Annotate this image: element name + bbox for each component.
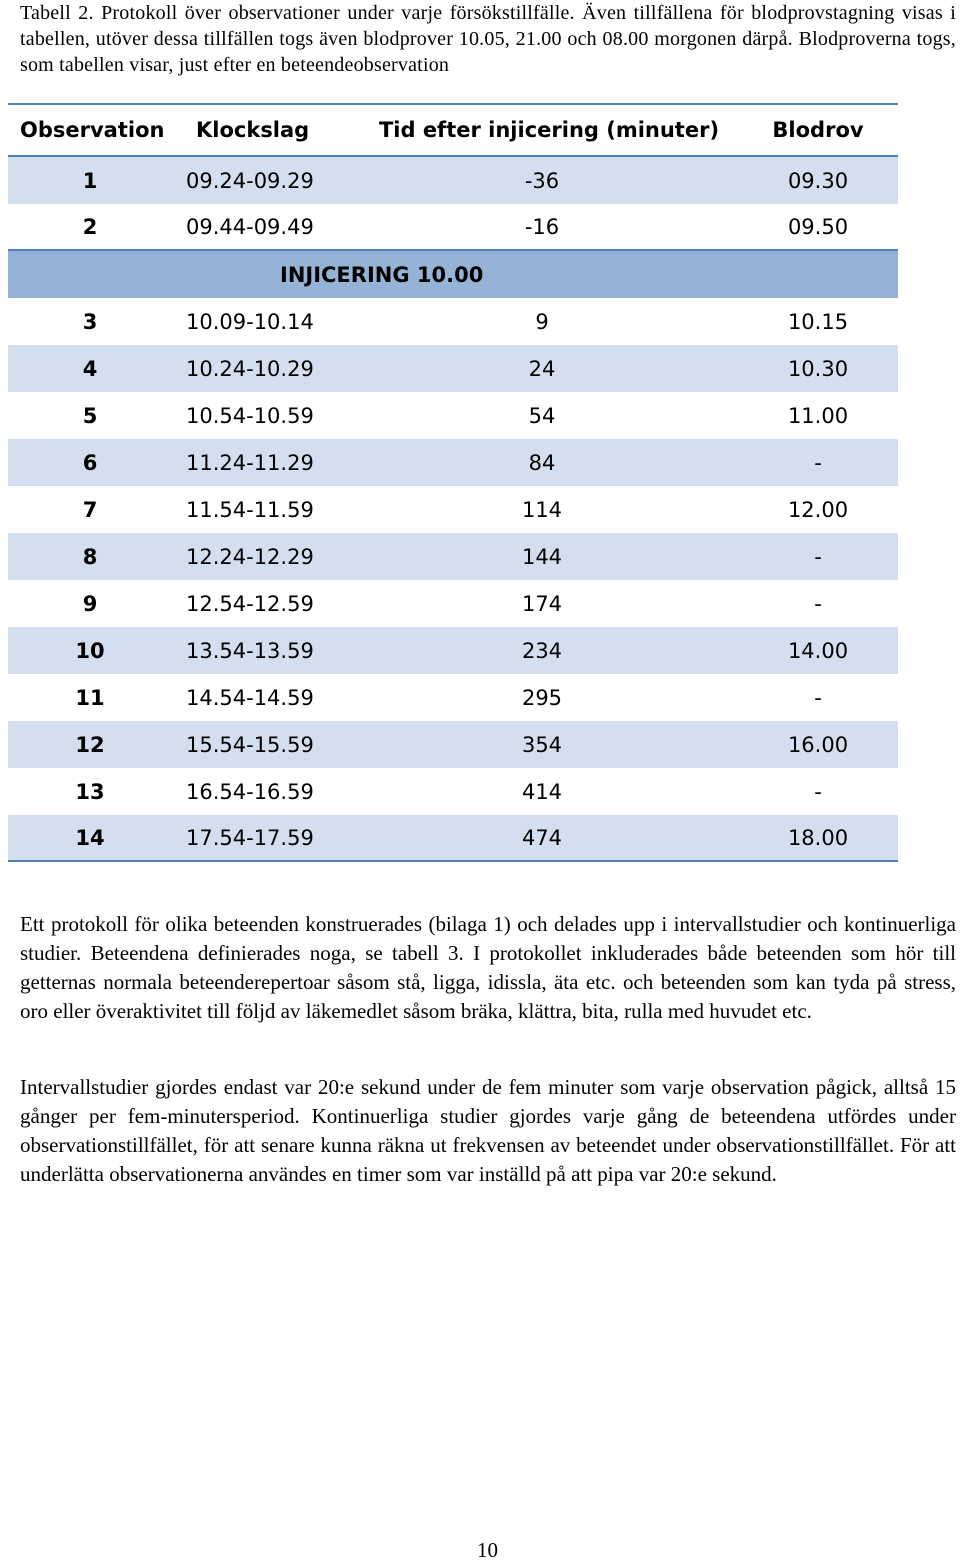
cell-tid: 114 [521,497,563,522]
cell-tid: 84 [528,450,556,475]
cell-klockslag: 16.54-16.59 [186,779,314,804]
page-number: 10 [477,1538,498,1562]
observation-table [8,103,898,862]
cell-tid: 295 [521,685,563,710]
cell-klockslag: 10.54-10.59 [186,403,314,428]
cell-tid: -36 [524,168,560,193]
injection-row [8,251,898,298]
cell-observation: 7 [82,497,98,522]
cell-tid: 9 [535,309,549,334]
cell-tid: 474 [521,825,563,850]
cell-blodrov: 11.00 [787,403,849,428]
cell-tid: 174 [521,591,563,616]
cell-klockslag: 14.54-14.59 [186,685,314,710]
cell-blodrov: 18.00 [787,825,849,850]
cell-observation: 6 [82,450,98,475]
cell-blodrov: - [814,779,822,804]
cell-klockslag: 12.24-12.29 [186,544,314,569]
cell-blodrov: - [814,544,822,569]
cell-blodrov: - [814,591,822,616]
cell-observation: 5 [82,403,98,428]
cell-blodrov: 10.30 [787,356,849,381]
table-row [8,533,898,580]
cell-klockslag: 11.24-11.29 [186,450,314,475]
paragraph-protocol: Ett protokoll för olika beteenden konstruerades (bilaga 1) och delades upp i intervallstudier och kontinuerliga studier. Beteendena definierades noga, se tabell 3. I protokollet inkluderades både beteenden som hör till getternas normala beteenderepertoar såsom stå, ligga, idissla, äta etc. och beteenden som kan tyda på stress, oro eller överaktivitet till följd av läkemedlet såsom bräka, klättra, bita, rulla med huvudet etc. [20,912,956,1023]
cell-klockslag: 17.54-17.59 [186,825,314,850]
table-caption: Tabell 2. Protokoll över observationer under varje försökstillfälle. Även tillfällena för blodprovstagning visas i tabellen, utöver dessa tillfällen togs även blodprover 10.05, 21.00 och 08.00 morgonen därpå. Blodproverna togs, som tabellen visar, just efter en beteendeobservation [20,2,956,76]
table-row [8,721,898,768]
cell-blodrov: - [814,685,822,710]
cell-observation: 2 [82,214,98,239]
paragraph-interval-studies: Intervallstudier gjordes endast var 20:e sekund under de fem minuter som varje observation pågick, alltså 15 gånger per fem-minutersperiod. Kontinuerliga studier gjordes varje gång de beteendena utfördes under observationstillfället, för att senare kunna räkna ut frekvensen av beteendet under observationstillfället. För att underlätta observationerna användes en timer som var inställd på att pipa var 20:e sekund. [20,1075,956,1186]
table-row [8,392,898,439]
cell-observation: 4 [82,356,98,381]
cell-klockslag: 12.54-12.59 [186,591,314,616]
cell-klockslag: 11.54-11.59 [186,497,314,522]
injection-label: INJICERING 10.00 [280,262,484,287]
cell-tid: -16 [524,214,560,239]
table-row [8,204,898,251]
cell-tid: 414 [521,779,563,804]
cell-tid: 234 [521,638,563,663]
header-tid: Tid efter injicering (minuter) [378,118,720,142]
cell-observation: 12 [75,732,105,757]
table-row [8,674,898,721]
cell-observation: 14 [75,825,105,850]
cell-tid: 54 [528,403,556,428]
cell-blodrov: - [814,450,822,475]
cell-observation: 8 [82,544,98,569]
table-row [8,627,898,674]
cell-blodrov: 12.00 [787,497,849,522]
table-row [8,345,898,392]
cell-blodrov: 16.00 [787,732,849,757]
cell-observation: 13 [75,779,105,804]
table-header [8,103,898,157]
table-row [8,439,898,486]
cell-tid: 24 [528,356,556,381]
header-observation: Observation [20,118,165,142]
table-row [8,298,898,345]
cell-observation: 3 [82,309,98,334]
header-klockslag: Klockslag [196,118,310,142]
cell-klockslag: 10.24-10.29 [186,356,314,381]
table-row [8,768,898,815]
cell-klockslag: 10.09-10.14 [186,309,314,334]
cell-observation: 9 [82,591,98,616]
cell-blodrov: 14.00 [787,638,849,663]
cell-observation: 1 [82,168,98,193]
cell-klockslag: 09.44-09.49 [186,214,314,239]
table-row [8,486,898,533]
cell-klockslag: 13.54-13.59 [186,638,314,663]
header-blodrov: Blodrov [772,118,864,142]
cell-blodrov: 09.30 [787,168,849,193]
cell-blodrov: 09.50 [787,214,849,239]
cell-observation: 11 [75,685,105,710]
cell-klockslag: 09.24-09.29 [186,168,314,193]
cell-klockslag: 15.54-15.59 [186,732,314,757]
cell-tid: 144 [521,544,563,569]
table-row [8,580,898,627]
cell-blodrov: 10.15 [787,309,849,334]
table-row [8,157,898,204]
table-row [8,815,898,862]
cell-observation: 10 [75,638,105,663]
cell-tid: 354 [521,732,563,757]
